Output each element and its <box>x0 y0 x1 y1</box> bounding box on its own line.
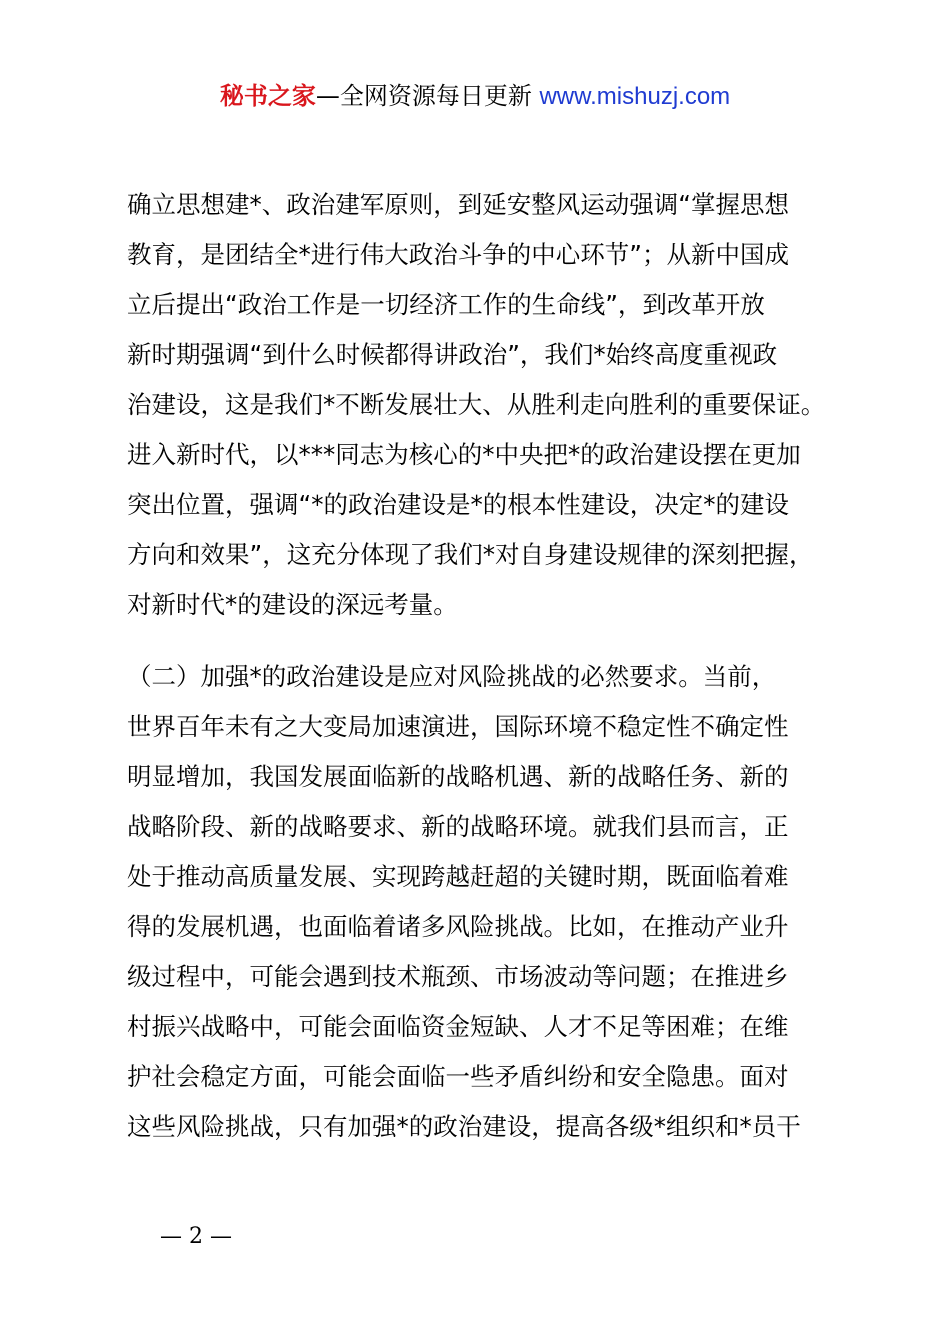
text-line: 治建设，这是我们*不断发展壮大、从胜利走向胜利的重要保证。 <box>127 390 826 419</box>
text-line: 突出位置，强调“*的政治建设是*的根本性建设，决定*的建设 <box>127 490 789 519</box>
text-line: 战略阶段、新的战略要求、新的战略环境。就我们县而言，正 <box>127 812 789 841</box>
text-line: 护社会稳定方面，可能会面临一些矛盾纠纷和安全隐患。面对 <box>127 1062 789 1091</box>
text-line: 立后提出“政治工作是一切经济工作的生命线”，到改革开放 <box>127 290 765 319</box>
text-line: 级过程中，可能会遇到技术瓶颈、市场波动等问题；在推进乡 <box>127 962 789 991</box>
text-line: 世界百年未有之大变局加速演进，国际环境不稳定性不确定性 <box>127 712 789 741</box>
text-line: 教育，是团结全*进行伟大政治斗争的中心环节”；从新中国成 <box>127 240 789 269</box>
text-line: 方向和效果”，这充分体现了我们*对自身建设规律的深刻把握， <box>127 540 814 569</box>
text-line: （二）加强*的政治建设是应对风险挑战的必然要求。当前， <box>127 662 777 691</box>
text-line: 处于推动高质量发展、实现跨越赶超的关键时期，既面临着难 <box>127 862 789 891</box>
text-line: 进入新时代，以***同志为核心的*中央把*的政治建设摆在更加 <box>127 440 801 469</box>
document-body <box>127 180 857 1152</box>
text-line: 确立思想建*、政治建军原则，到延安整风运动强调“掌握思想 <box>127 190 789 219</box>
paragraph-2 <box>127 652 857 1152</box>
text-line: 得的发展机遇，也面临着诸多风险挑战。比如，在推动产业升 <box>127 912 789 941</box>
text-line: 新时期强调“到什么时候都得讲政治”，我们*始终高度重视政 <box>127 340 778 369</box>
text-line: 明显增加，我国发展面临新的战略机遇、新的战略任务、新的 <box>127 762 789 791</box>
paragraph-spacer <box>127 630 857 652</box>
text-line: 这些风险挑战，只有加强*的政治建设，提高各级*组织和*员干 <box>127 1112 801 1141</box>
text-line: 对新时代*的建设的深远考量。 <box>127 590 458 619</box>
text-line: 村振兴战略中，可能会面临资金短缺、人才不足等困难；在维 <box>127 1012 789 1041</box>
site-url-link[interactable]: www.mishuzj.com <box>539 83 731 110</box>
site-header <box>0 78 950 115</box>
brand-name: 秘书之家 <box>219 82 316 110</box>
header-tagline: —全网资源每日更新 <box>315 82 532 110</box>
page-number: — 2 — <box>160 1224 232 1249</box>
paragraph-1 <box>127 180 857 630</box>
